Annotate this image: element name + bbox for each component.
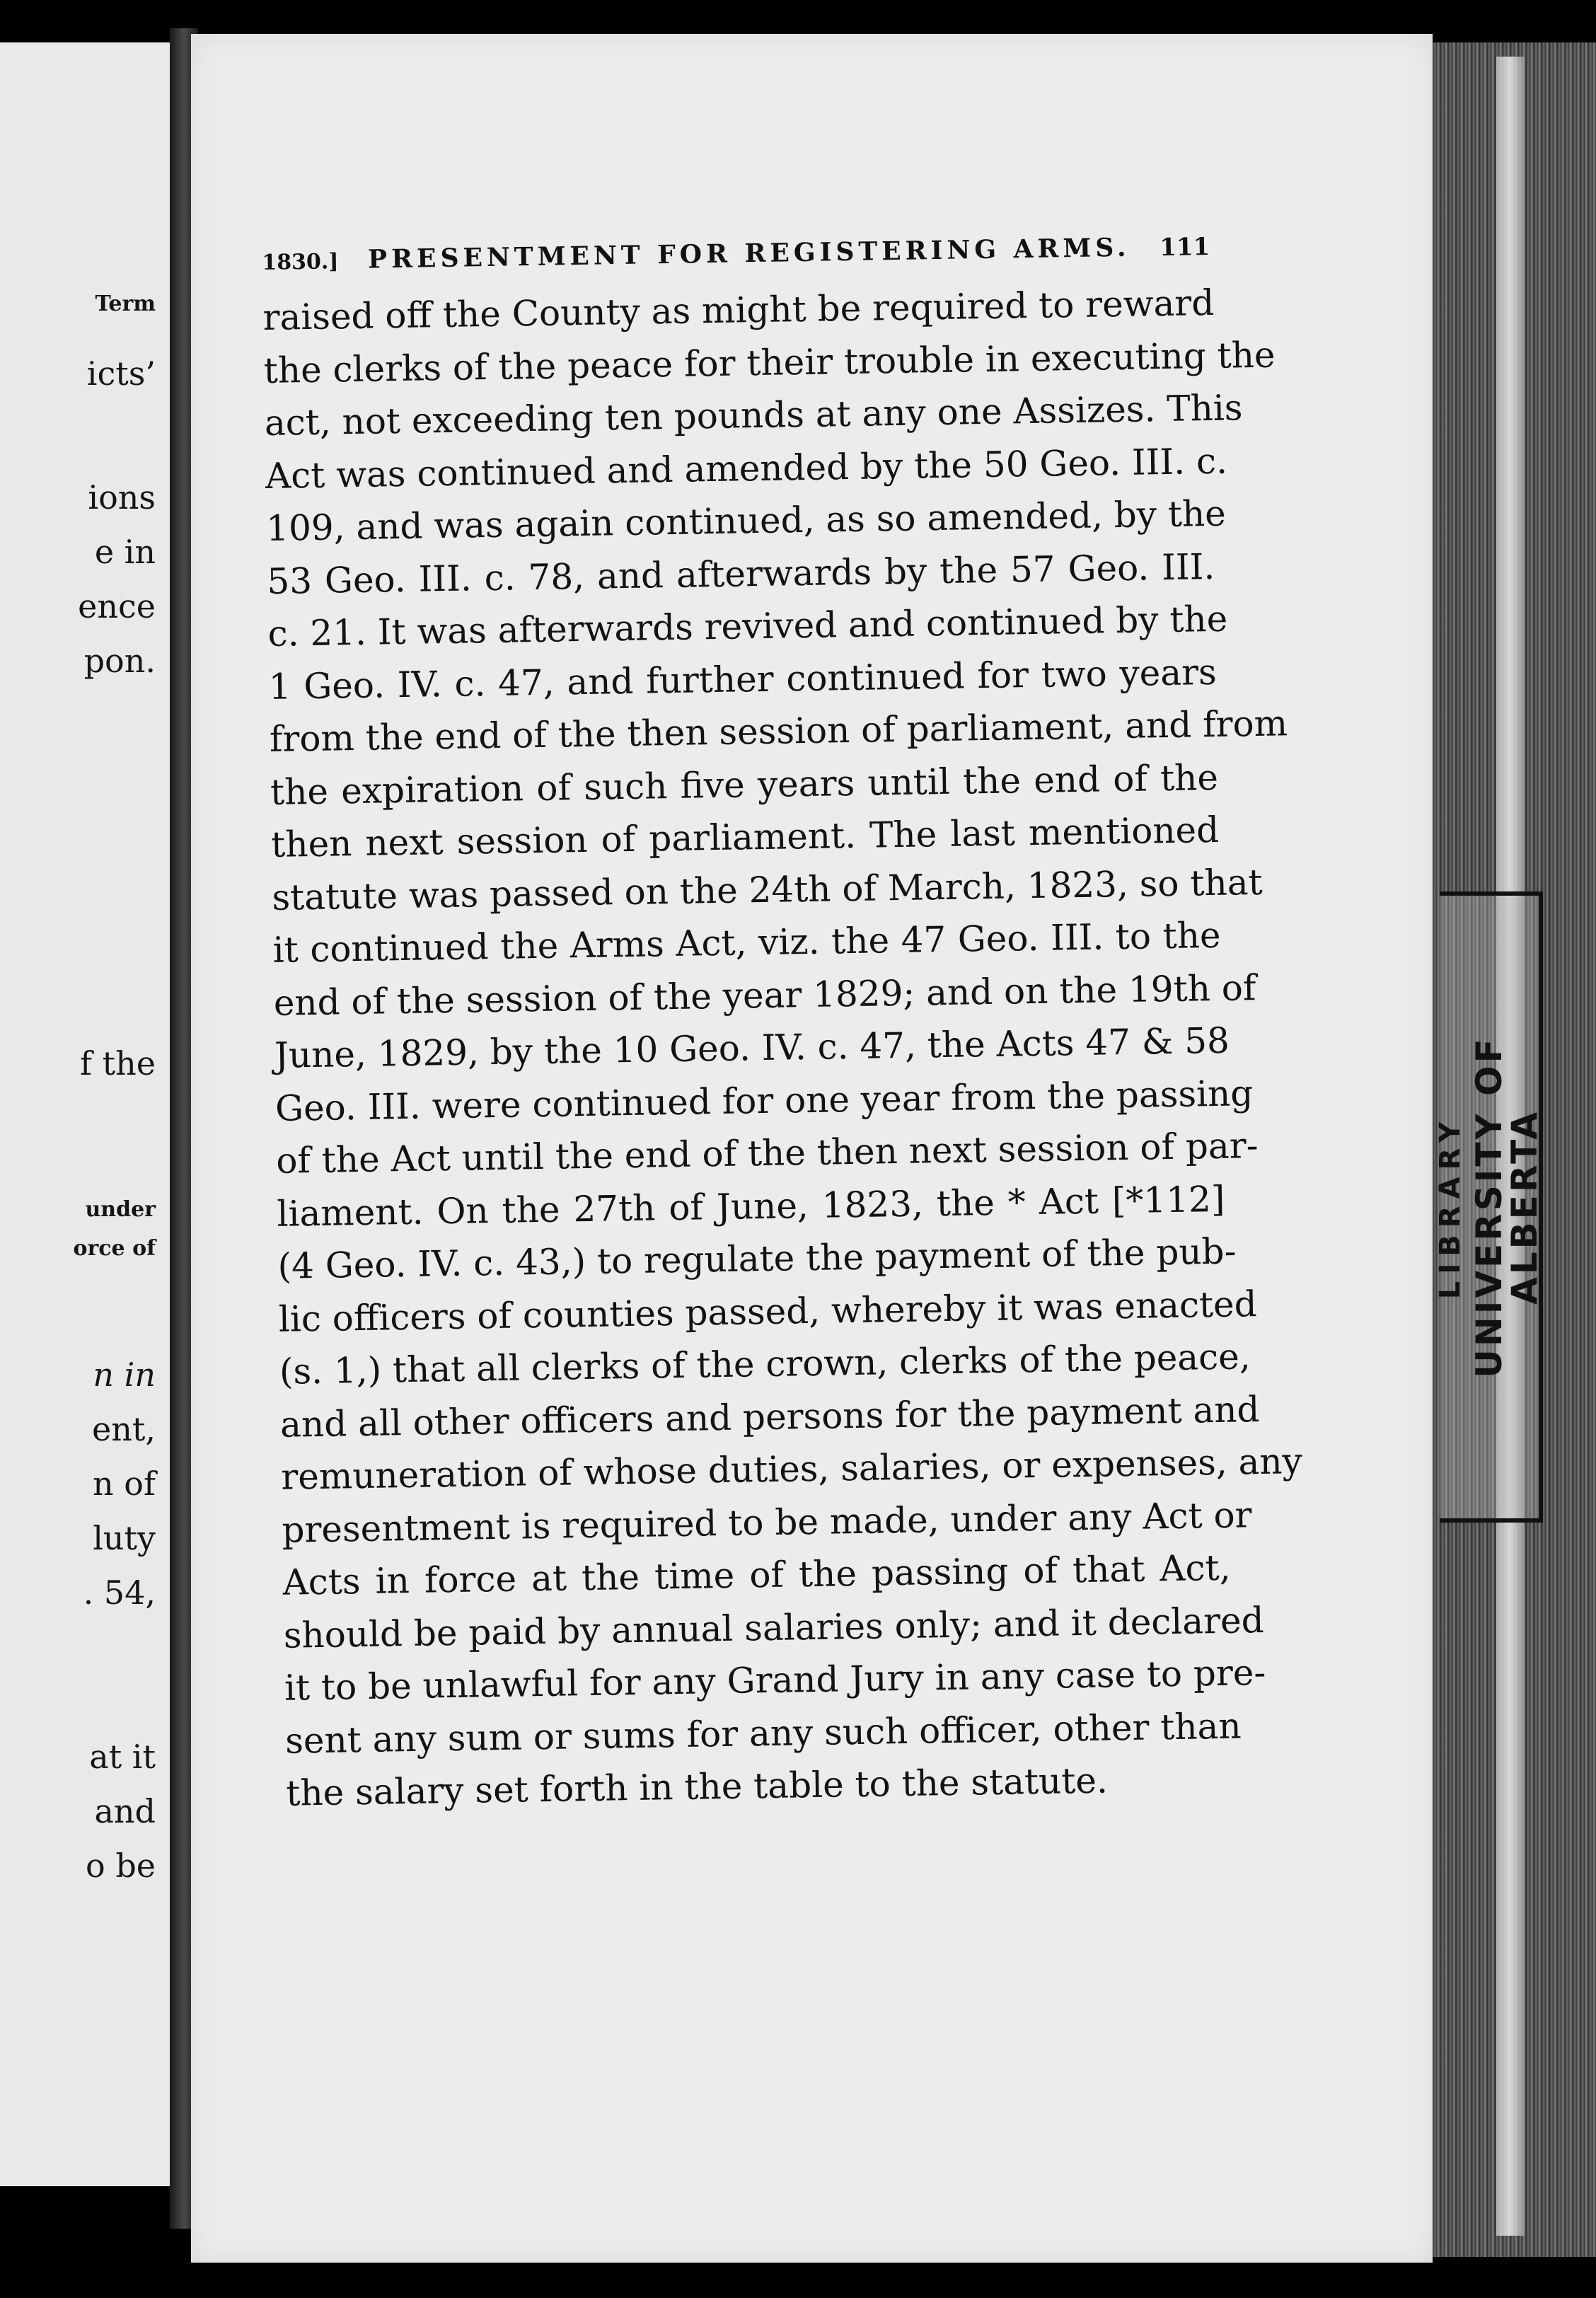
left-page-fragment: n in [93,1356,156,1394]
body-line: statute was passed on the 24th of March, 1823, so that [272,861,1264,918]
left-page-fragment: icts’ [86,354,156,393]
previous-page-margin [0,42,177,2186]
left-page-fragment: under [85,1197,156,1222]
left-page-fragment: at it [89,1738,156,1776]
body-line: it continued the Arms Act, viz. the 47 Geo. III. to the [272,914,1221,971]
library-stamp-text [1434,938,1545,1476]
left-page-fragment: e in [94,533,156,571]
page-content [262,231,1303,1820]
left-page-fragment: o be [86,1847,156,1885]
body-line: (s. 1,) that all clerks of the crown, clerks of the peace, [279,1336,1251,1392]
body-line: should be paid by annual salaries only; and it declared [283,1599,1265,1656]
body-line: Geo. III. were continued for one year from the passing [274,1072,1254,1129]
body-line: of the Act until the end of the then next session of par- [275,1125,1259,1182]
page-edge-spine [1433,42,1596,2257]
left-page-fragment: and [94,1792,156,1830]
library-stamp [1434,891,1545,1523]
left-page-fragment: f the [80,1044,156,1082]
body-line: 1 Geo. IV. c. 47, and further continued for two years [268,651,1218,708]
left-page-fragment: pon. [83,642,156,680]
body-line: raised off the County as might be required to reward [262,282,1215,338]
body-line: 53 Geo. III. c. 78, and afterwards by the 57 Geo. III. [266,545,1215,602]
body-line: then next session of parliament. The last mentioned [270,809,1220,865]
body-line: 109, and was again continued, as so amended, by the [265,492,1227,549]
body-line: June, 1829, by the 10 Geo. IV. c. 47, the Acts 47 & 58 [274,1020,1230,1076]
book-page [191,34,1433,2263]
body-text [262,277,1303,1820]
left-page-fragment: n of [93,1465,156,1503]
left-page-fragment: orce of [73,1236,156,1261]
stamp-university-label: UNIVERSITY OF ALBERTA [1469,1036,1545,1378]
body-line: act, not exceeding ten pounds at any one Assizes. This [264,387,1243,444]
body-line: remuneration of whose duties, salaries, or expenses, any [280,1440,1303,1498]
body-line: end of the session of the year 1829; and on the 19th of [273,966,1256,1024]
left-page-fragment: luty [93,1519,156,1557]
left-page-fragment: Term [95,291,156,316]
body-line: (4 Geo. IV. c. 43,) to regulate the payment of the pub- [277,1230,1237,1287]
left-page-fragment: ent, [92,1410,156,1448]
running-head-title: PRESENTMENT FOR REGISTERING ARMS. [367,232,1130,275]
body-line: Act was continued and amended by the 50 Geo. III. c. [265,440,1228,497]
stamp-library-label: LIBRARY [1434,1114,1467,1300]
page-number: 111 [1159,232,1210,262]
body-line: and all other officers and persons for the payment and [279,1388,1260,1445]
body-line: the clerks of the peace for their trouble in executing the [263,334,1276,391]
running-head-date: 1830.] [262,249,339,275]
body-line: c. 21. It was afterwards revived and continued by the [267,598,1228,654]
body-line: Acts in force at the time of the passing of that Act, [282,1547,1231,1603]
left-page-fragment: . 54, [83,1574,156,1612]
body-line: lic officers of counties passed, whereby it was enacted [278,1283,1258,1340]
left-page-fragment: ions [88,478,156,516]
body-line: liament. On the 27th of June, 1823, the * Act [*112] [277,1178,1225,1235]
running-head [262,231,1210,276]
left-page-fragment: ence [78,587,156,625]
body-line: from the end of the then session of parliament, and from [269,703,1288,760]
body-line: the salary set forth in the table to the statute. [285,1760,1109,1814]
body-line: it to be unlawful for any Grand Jury in any case to pre- [284,1651,1266,1709]
body-line: presentment is required to be made, under any Act or [282,1494,1252,1551]
body-line: sent any sum or sums for any such officer, other than [284,1705,1242,1762]
body-line: the expiration of such five years until the end of the [270,756,1219,813]
